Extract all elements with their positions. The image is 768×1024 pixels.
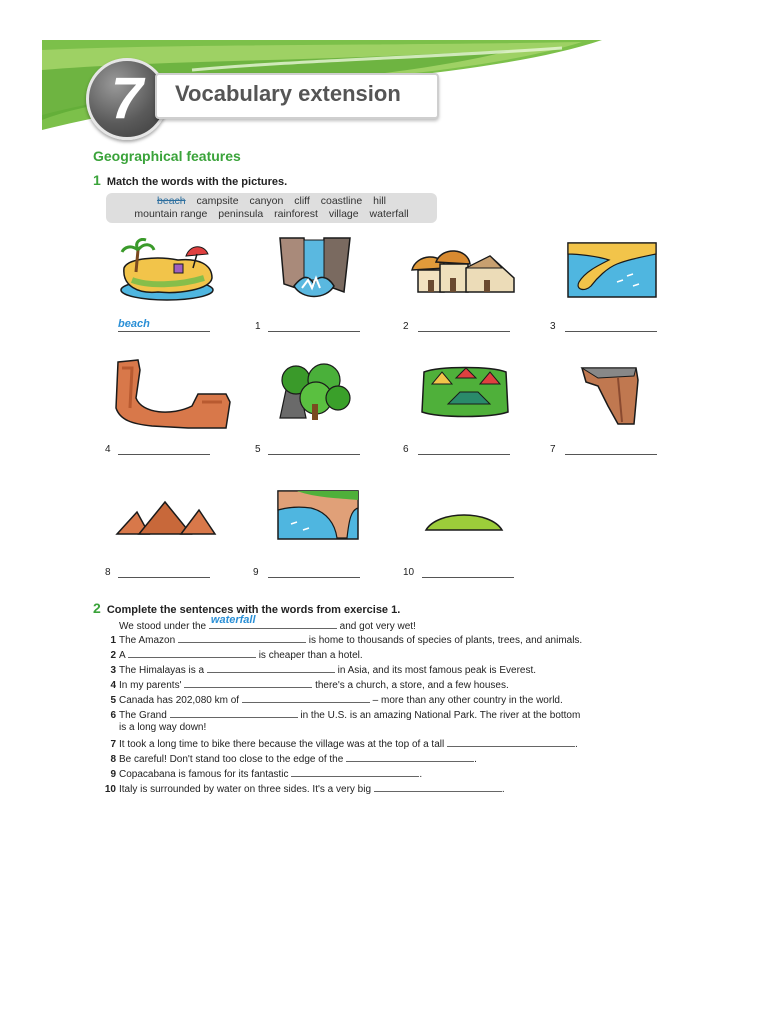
sentence-text: It took a long time to bike there because the village was at the top of a tall bbox=[119, 739, 445, 750]
sentence-text: A bbox=[119, 650, 126, 661]
sentence-text: there's a church, a store, and a few houses. bbox=[315, 680, 509, 691]
answer-line[interactable] bbox=[118, 577, 210, 578]
sentence-2 bbox=[100, 648, 363, 661]
title-box bbox=[155, 73, 439, 119]
mountain-range-picture bbox=[115, 500, 217, 536]
sentence-number: 2 bbox=[110, 650, 116, 661]
answer-blank[interactable] bbox=[447, 737, 575, 747]
sentence-text: is a long way down! bbox=[119, 722, 207, 733]
exercise-1-instruction: Match the words with the pictures. bbox=[106, 176, 288, 188]
example-blank[interactable] bbox=[209, 614, 337, 629]
answer-blank[interactable] bbox=[207, 663, 335, 673]
exercise-2-number: 2 bbox=[93, 600, 101, 616]
sentence-number: 9 bbox=[110, 769, 116, 780]
answer-line[interactable] bbox=[418, 331, 510, 332]
sentence-3 bbox=[100, 663, 536, 676]
answer-blank[interactable] bbox=[184, 678, 312, 688]
answer-line[interactable] bbox=[422, 577, 514, 578]
answer-line[interactable] bbox=[118, 331, 210, 332]
item-number: 3 bbox=[550, 321, 556, 332]
waterfall-picture bbox=[278, 236, 354, 304]
item-number: 4 bbox=[105, 444, 111, 455]
word-item: campsite bbox=[196, 195, 239, 207]
word-item: beach bbox=[157, 195, 186, 207]
sentence-number: 5 bbox=[110, 695, 116, 706]
sentence-text: Italy is surrounded by water on three sides. It's a very big bbox=[119, 784, 372, 795]
sentence-number: 4 bbox=[110, 680, 116, 691]
word-box bbox=[106, 193, 437, 223]
answer-line[interactable] bbox=[418, 454, 510, 455]
sentence-text: in Asia, and its most famous peak is Everest. bbox=[337, 665, 537, 676]
word-row-1 bbox=[106, 195, 437, 208]
coastline-picture bbox=[277, 490, 359, 540]
unit-number: 7 bbox=[110, 66, 144, 131]
peninsula-picture bbox=[567, 242, 657, 298]
sentence-number: 1 bbox=[110, 635, 116, 646]
canyon-picture bbox=[112, 358, 232, 430]
item-number: 9 bbox=[253, 567, 259, 578]
sentence-6 bbox=[100, 708, 580, 721]
answer-blank[interactable] bbox=[374, 782, 502, 792]
answer-blank[interactable] bbox=[128, 648, 256, 658]
word-item: mountain range bbox=[134, 208, 208, 220]
sentence-text: . bbox=[419, 769, 423, 780]
sentence-8 bbox=[100, 752, 477, 765]
campsite-picture bbox=[420, 364, 510, 420]
sentence-number: 8 bbox=[110, 754, 116, 765]
answer-blank[interactable] bbox=[178, 633, 306, 643]
answer-line[interactable] bbox=[565, 454, 657, 455]
word-item: rainforest bbox=[274, 208, 318, 220]
word-row-2 bbox=[106, 208, 437, 221]
example-answer: beach bbox=[118, 318, 150, 330]
answer-blank[interactable] bbox=[170, 708, 298, 718]
item-number: 1 bbox=[255, 321, 261, 332]
village-picture bbox=[410, 248, 518, 296]
word-item: peninsula bbox=[218, 208, 264, 220]
answer-blank[interactable] bbox=[346, 752, 474, 762]
hill-picture bbox=[424, 508, 504, 532]
sentence-text: is home to thousands of species of plants, trees, and animals. bbox=[308, 635, 583, 646]
answer-line[interactable] bbox=[565, 331, 657, 332]
answer-line[interactable] bbox=[268, 331, 360, 332]
rainforest-picture bbox=[276, 360, 354, 422]
example-sentence bbox=[119, 614, 416, 632]
sentence-1 bbox=[100, 633, 582, 646]
sentence-7 bbox=[100, 737, 578, 750]
word-item: hill bbox=[373, 195, 386, 207]
word-item: cliff bbox=[294, 195, 310, 207]
sentence-text: We stood under the bbox=[119, 621, 207, 632]
exercise-1-heading bbox=[93, 172, 287, 188]
sentence-10 bbox=[100, 782, 505, 795]
sentence-text: . bbox=[501, 784, 505, 795]
page-title: Vocabulary extension bbox=[175, 81, 401, 106]
sentence-text: Canada has 202,080 km of bbox=[119, 695, 240, 706]
sentence-text: The Himalayas is a bbox=[119, 665, 205, 676]
sentence-5 bbox=[100, 693, 563, 706]
section-title: Geographical features bbox=[93, 148, 241, 164]
item-number: 8 bbox=[105, 567, 111, 578]
item-number: 2 bbox=[403, 321, 409, 332]
item-number: 10 bbox=[403, 567, 415, 578]
sentence-text: Be careful! Don't stand too close to the edge of the bbox=[119, 754, 344, 765]
sentence-text: is cheaper than a hotel. bbox=[258, 650, 363, 661]
sentence-text: Copacabana is famous for its fantastic bbox=[119, 769, 289, 780]
sentence-text: . bbox=[574, 739, 578, 750]
sentence-number: 3 bbox=[110, 665, 116, 676]
sentence-text: The Grand bbox=[119, 710, 167, 721]
answer-line[interactable] bbox=[118, 454, 210, 455]
sentence-text: – more than any other country in the world. bbox=[372, 695, 563, 706]
item-number: 6 bbox=[403, 444, 409, 455]
example-answer-2: waterfall bbox=[210, 614, 256, 626]
beach-picture bbox=[118, 238, 216, 302]
word-item: village bbox=[328, 208, 359, 220]
word-item: waterfall bbox=[369, 208, 409, 220]
sentence-6-continued bbox=[100, 722, 206, 733]
cliff-picture bbox=[578, 366, 642, 426]
sentence-text: . bbox=[474, 754, 477, 765]
sentence-number: 7 bbox=[110, 739, 116, 750]
answer-line[interactable] bbox=[268, 454, 360, 455]
answer-blank[interactable] bbox=[242, 693, 370, 703]
exercise-2-instruction: Complete the sentences with the words from exercise 1. bbox=[106, 604, 401, 616]
word-item: coastline bbox=[320, 195, 363, 207]
sentence-text: In my parents' bbox=[119, 680, 182, 691]
sentence-9 bbox=[100, 767, 422, 780]
answer-line[interactable] bbox=[268, 577, 360, 578]
item-number: 7 bbox=[550, 444, 556, 455]
sentence-text: and got very wet! bbox=[339, 621, 416, 632]
answer-blank[interactable] bbox=[291, 767, 419, 777]
item-number: 5 bbox=[255, 444, 261, 455]
exercise-1-number: 1 bbox=[93, 172, 101, 188]
sentence-text: The Amazon bbox=[119, 635, 176, 646]
sentence-4 bbox=[100, 678, 509, 691]
sentence-number: 6 bbox=[110, 710, 116, 721]
sentence-text: in the U.S. is an amazing National Park. The river at the bottom bbox=[300, 710, 581, 721]
sentence-number: 10 bbox=[104, 784, 116, 795]
word-item: canyon bbox=[249, 195, 284, 207]
